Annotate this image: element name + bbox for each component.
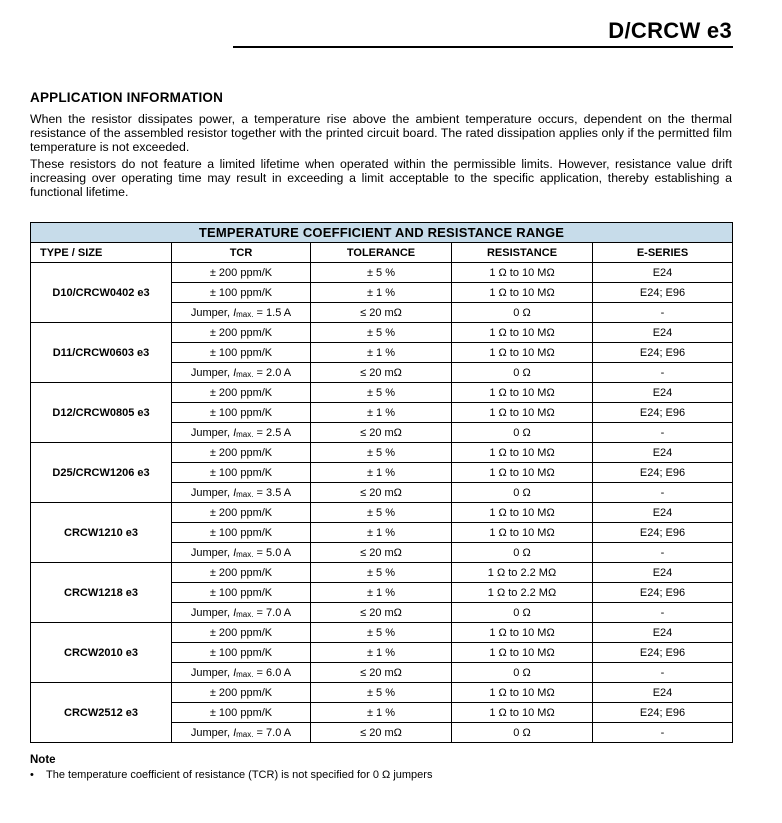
tcr-cell xyxy=(172,723,311,743)
note-item xyxy=(30,769,432,781)
header-resistance: RESISTANCE xyxy=(452,243,593,263)
tolerance-cell: ± 1 % xyxy=(311,403,452,423)
jumper-label: Jumper, xyxy=(190,726,234,739)
current-symbol: I xyxy=(233,666,237,679)
table-row xyxy=(31,443,733,463)
resistance-cell: 1 Ω to 2.2 MΩ xyxy=(452,583,593,603)
tolerance-cell: ± 1 % xyxy=(311,643,452,663)
jumper-label: Jumper, xyxy=(190,426,234,439)
resistance-cell: 1 Ω to 2.2 MΩ xyxy=(452,563,593,583)
resistance-cell: 0 Ω xyxy=(452,423,593,443)
jumper-label: Jumper, xyxy=(190,366,234,379)
resistance-cell: 1 Ω to 10 MΩ xyxy=(452,523,593,543)
tolerance-cell: ≤ 20 mΩ xyxy=(311,363,452,383)
e-series-cell: E24; E96 xyxy=(593,703,733,723)
current-symbol: I xyxy=(233,606,237,619)
tcr-cell: ± 200 ppm/K xyxy=(172,563,311,583)
jumper-label: Jumper, xyxy=(190,666,234,679)
tcr-cell: ± 100 ppm/K xyxy=(172,283,311,303)
e-series-cell: - xyxy=(593,543,733,563)
table-row xyxy=(31,563,733,583)
resistance-cell: 0 Ω xyxy=(452,483,593,503)
tcr-cell: ± 100 ppm/K xyxy=(172,643,311,663)
e-series-cell: - xyxy=(593,663,733,683)
resistance-cell: 1 Ω to 10 MΩ xyxy=(452,643,593,663)
tolerance-cell: ± 5 % xyxy=(311,443,452,463)
type-size-cell: CRCW1210 e3 xyxy=(31,503,172,563)
e-series-cell: E24; E96 xyxy=(593,283,733,303)
resistance-cell: 0 Ω xyxy=(452,303,593,323)
jumper-current-value: = 5.0 A xyxy=(253,546,292,559)
tolerance-cell: ≤ 20 mΩ xyxy=(311,483,452,503)
tcr-cell: ± 100 ppm/K xyxy=(172,703,311,723)
document-title: D/CRCW e3 xyxy=(608,18,732,43)
type-size-cell: CRCW2010 e3 xyxy=(31,623,172,683)
current-symbol: I xyxy=(233,726,237,739)
tcr-cell xyxy=(172,543,311,563)
current-subscript: max. xyxy=(236,489,254,499)
header-tcr: TCR xyxy=(172,243,311,263)
resistance-cell: 1 Ω to 10 MΩ xyxy=(452,323,593,343)
type-size-cell: D10/CRCW0402 e3 xyxy=(31,263,172,323)
current-subscript: max. xyxy=(236,669,254,679)
type-size-cell: D11/CRCW0603 e3 xyxy=(31,323,172,383)
jumper-current-value: = 3.5 A xyxy=(253,486,292,499)
e-series-cell: E24 xyxy=(593,503,733,523)
resistance-cell: 1 Ω to 10 MΩ xyxy=(452,383,593,403)
current-symbol: I xyxy=(233,426,237,439)
resistance-cell: 1 Ω to 10 MΩ xyxy=(452,343,593,363)
tcr-cell xyxy=(172,363,311,383)
tolerance-cell: ± 1 % xyxy=(311,583,452,603)
jumper-current-value: = 2.0 A xyxy=(253,366,292,379)
tolerance-cell: ≤ 20 mΩ xyxy=(311,603,452,623)
note-heading: Note xyxy=(30,754,56,766)
current-subscript: max. xyxy=(236,369,254,379)
table-title: TEMPERATURE COEFFICIENT AND RESISTANCE RANGE xyxy=(31,223,733,243)
e-series-cell: E24 xyxy=(593,683,733,703)
tcr-cell: ± 200 ppm/K xyxy=(172,623,311,643)
tcr-cell xyxy=(172,603,311,623)
e-series-cell: E24; E96 xyxy=(593,403,733,423)
resistance-cell: 0 Ω xyxy=(452,363,593,383)
tolerance-cell: ± 1 % xyxy=(311,703,452,723)
e-series-cell: E24; E96 xyxy=(593,463,733,483)
type-size-cell: D12/CRCW0805 e3 xyxy=(31,383,172,443)
note-text: The temperature coefficient of resistance (TCR) is not specified for 0 Ω jumpers xyxy=(46,769,433,781)
type-size-cell: CRCW2512 e3 xyxy=(31,683,172,743)
resistance-cell: 1 Ω to 10 MΩ xyxy=(452,503,593,523)
resistance-cell: 1 Ω to 10 MΩ xyxy=(452,283,593,303)
tolerance-cell: ± 1 % xyxy=(311,283,452,303)
tcr-cell xyxy=(172,483,311,503)
resistance-cell: 1 Ω to 10 MΩ xyxy=(452,263,593,283)
e-series-cell: - xyxy=(593,423,733,443)
resistance-cell: 0 Ω xyxy=(452,723,593,743)
paragraph-2: These resistors do not feature a limited lifetime when operated within the permissible limits. However, resistance value drift increasing over operating time may result in exceeding a limit acceptable to the specific application, thereby establishing a functional lifetime. xyxy=(30,157,732,199)
e-series-cell: - xyxy=(593,303,733,323)
tolerance-cell: ≤ 20 mΩ xyxy=(311,303,452,323)
e-series-cell: E24 xyxy=(593,563,733,583)
tcr-cell: ± 100 ppm/K xyxy=(172,403,311,423)
tcr-cell: ± 100 ppm/K xyxy=(172,343,311,363)
resistance-cell: 1 Ω to 10 MΩ xyxy=(452,623,593,643)
tcr-cell xyxy=(172,303,311,323)
e-series-cell: E24 xyxy=(593,443,733,463)
tolerance-cell: ≤ 20 mΩ xyxy=(311,663,452,683)
e-series-cell: E24 xyxy=(593,383,733,403)
table-row xyxy=(31,683,733,703)
resistance-cell: 0 Ω xyxy=(452,663,593,683)
tcr-cell: ± 200 ppm/K xyxy=(172,323,311,343)
tolerance-cell: ± 5 % xyxy=(311,683,452,703)
jumper-label: Jumper, xyxy=(190,606,234,619)
jumper-current-value: = 2.5 A xyxy=(253,426,292,439)
table-row xyxy=(31,383,733,403)
jumper-label: Jumper, xyxy=(190,306,234,319)
tcr-cell: ± 200 ppm/K xyxy=(172,683,311,703)
e-series-cell: E24; E96 xyxy=(593,523,733,543)
resistance-cell: 1 Ω to 10 MΩ xyxy=(452,683,593,703)
tcr-cell xyxy=(172,663,311,683)
table-row xyxy=(31,623,733,643)
type-size-cell: D25/CRCW1206 e3 xyxy=(31,443,172,503)
type-size-cell: CRCW1218 e3 xyxy=(31,563,172,623)
e-series-cell: E24; E96 xyxy=(593,643,733,663)
tolerance-cell: ± 1 % xyxy=(311,343,452,363)
e-series-cell: E24; E96 xyxy=(593,583,733,603)
bullet-icon: • xyxy=(30,769,34,781)
resistance-cell: 1 Ω to 10 MΩ xyxy=(452,443,593,463)
e-series-cell: E24 xyxy=(593,623,733,643)
tolerance-cell: ± 5 % xyxy=(311,623,452,643)
current-symbol: I xyxy=(233,486,237,499)
e-series-cell: E24 xyxy=(593,263,733,283)
table-row xyxy=(31,323,733,343)
current-symbol: I xyxy=(233,306,237,319)
tcr-cell: ± 100 ppm/K xyxy=(172,583,311,603)
tcr-cell: ± 200 ppm/K xyxy=(172,383,311,403)
paragraph-1: When the resistor dissipates power, a temperature rise above the ambient temperature occurs, dependent on the thermal resistance of the assembled resistor together with the printed circuit board. The rated dissipation applies only if the permitted film temperature is not exceeded. xyxy=(30,112,732,154)
tcr-resistance-table xyxy=(30,222,733,743)
e-series-cell: E24; E96 xyxy=(593,343,733,363)
e-series-cell: - xyxy=(593,603,733,623)
tolerance-cell: ± 5 % xyxy=(311,563,452,583)
header-rule xyxy=(233,46,733,48)
table-body xyxy=(31,263,733,743)
tolerance-cell: ± 1 % xyxy=(311,523,452,543)
jumper-label: Jumper, xyxy=(190,546,234,559)
resistance-cell: 1 Ω to 10 MΩ xyxy=(452,403,593,423)
tolerance-cell: ± 5 % xyxy=(311,383,452,403)
tolerance-cell: ≤ 20 mΩ xyxy=(311,723,452,743)
tcr-cell: ± 100 ppm/K xyxy=(172,523,311,543)
header-type-size: TYPE / SIZE xyxy=(31,243,172,263)
current-subscript: max. xyxy=(236,729,254,739)
tolerance-cell: ± 5 % xyxy=(311,503,452,523)
resistance-cell: 1 Ω to 10 MΩ xyxy=(452,703,593,723)
jumper-current-value: = 1.5 A xyxy=(253,306,292,319)
e-series-cell: - xyxy=(593,363,733,383)
tcr-cell: ± 200 ppm/K xyxy=(172,263,311,283)
tcr-cell xyxy=(172,423,311,443)
table-row xyxy=(31,263,733,283)
resistance-cell: 1 Ω to 10 MΩ xyxy=(452,463,593,483)
header-tolerance: TOLERANCE xyxy=(311,243,452,263)
tcr-cell: ± 200 ppm/K xyxy=(172,443,311,463)
current-subscript: max. xyxy=(236,609,254,619)
tolerance-cell: ≤ 20 mΩ xyxy=(311,423,452,443)
section-heading: APPLICATION INFORMATION xyxy=(30,90,224,105)
jumper-current-value: = 7.0 A xyxy=(253,606,292,619)
tolerance-cell: ± 1 % xyxy=(311,463,452,483)
current-symbol: I xyxy=(233,366,237,379)
tolerance-cell: ± 5 % xyxy=(311,323,452,343)
resistance-cell: 0 Ω xyxy=(452,543,593,563)
resistance-cell: 0 Ω xyxy=(452,603,593,623)
current-subscript: max. xyxy=(236,309,254,319)
e-series-cell: - xyxy=(593,723,733,743)
current-subscript: max. xyxy=(236,549,254,559)
tolerance-cell: ± 5 % xyxy=(311,263,452,283)
jumper-current-value: = 7.0 A xyxy=(253,726,292,739)
table-row xyxy=(31,503,733,523)
tolerance-cell: ≤ 20 mΩ xyxy=(311,543,452,563)
tcr-cell: ± 200 ppm/K xyxy=(172,503,311,523)
header-e-series: E-SERIES xyxy=(593,243,733,263)
jumper-label: Jumper, xyxy=(190,486,234,499)
current-symbol: I xyxy=(233,546,237,559)
tcr-cell: ± 100 ppm/K xyxy=(172,463,311,483)
jumper-current-value: = 6.0 A xyxy=(253,666,292,679)
e-series-cell: E24 xyxy=(593,323,733,343)
current-subscript: max. xyxy=(236,429,254,439)
e-series-cell: - xyxy=(593,483,733,503)
